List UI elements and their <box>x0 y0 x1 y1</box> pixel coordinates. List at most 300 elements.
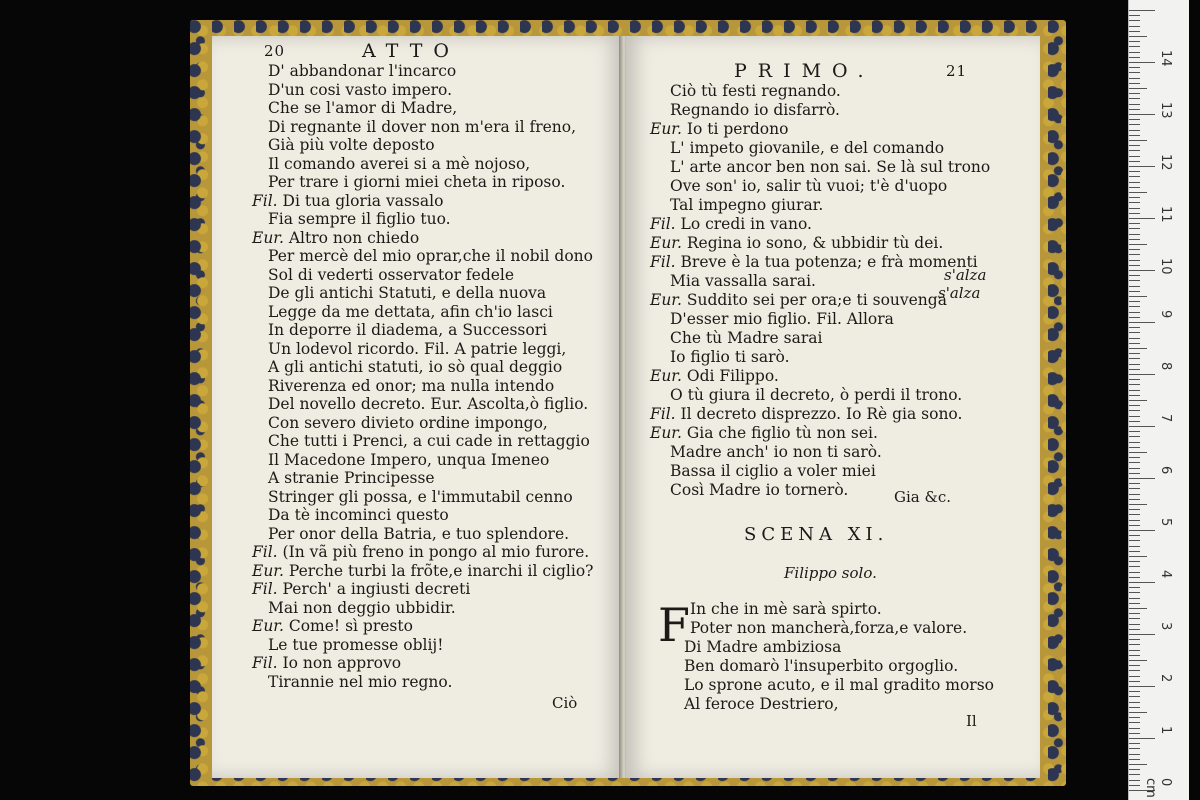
verse-text: Io ti perdono <box>686 120 789 138</box>
ruler-tick <box>1129 660 1147 661</box>
ruler-tick <box>1129 447 1140 448</box>
ruler-tick <box>1129 291 1140 292</box>
ruler-tick <box>1129 20 1140 21</box>
repeat-cue: Gia &c. <box>894 488 952 506</box>
scene-title: SCENA XI. <box>744 524 889 545</box>
ruler-tick <box>1129 748 1140 749</box>
ruler-tick <box>1129 374 1155 375</box>
ruler-tick <box>1129 572 1140 573</box>
text-line <box>268 99 457 117</box>
ruler-tick <box>1129 582 1155 583</box>
text-line <box>268 395 588 413</box>
verse-text: Madre anch' io non ti sarò. <box>670 443 882 461</box>
ruler-tick <box>1129 566 1140 567</box>
ruler-tick <box>1129 728 1140 729</box>
verse-text: Regina io sono, & ubbidir tù dei. <box>686 234 944 252</box>
catchword: Ciò <box>552 694 578 712</box>
ruler-tick <box>1129 473 1140 474</box>
ruler-tick <box>1129 421 1140 422</box>
text-line <box>268 469 435 487</box>
ruler-tick <box>1129 254 1140 255</box>
ruler-tick <box>1129 670 1140 671</box>
verse-text: A gli antichi statuti, io sò qual deggio <box>268 358 563 376</box>
text-line <box>268 636 443 654</box>
speaker-label: Fil. <box>650 253 681 271</box>
ruler-tick <box>1129 483 1140 484</box>
text-line <box>670 443 882 461</box>
verse-text: Ove son' io, salir tù vuoi; t'è d'uopo <box>670 177 948 195</box>
speaker-label: Eur. <box>650 424 687 442</box>
text-line <box>650 291 947 309</box>
ruler-tick <box>1129 239 1140 240</box>
page-number: 20 <box>264 42 286 60</box>
speaker-label: Fil. <box>252 191 283 210</box>
ruler-tick <box>1129 400 1147 401</box>
ruler-tick <box>1129 83 1140 84</box>
verse-text: Di regnante il dover non m'era il freno, <box>268 117 577 136</box>
right-page <box>626 36 1040 778</box>
ruler-tick <box>1129 754 1140 755</box>
ruler-tick <box>1129 759 1140 760</box>
ruler-tick <box>1129 431 1140 432</box>
ruler-tick <box>1129 286 1140 287</box>
verse-text: Mia vassalla sarai. <box>670 272 816 290</box>
verse-text: Per trare i giorni miei cheta in riposo. <box>268 173 566 191</box>
ruler-tick <box>1129 540 1140 541</box>
verse-text: O tù giura il decreto, ò perdi il trono. <box>670 386 963 404</box>
ruler-tick <box>1129 707 1140 708</box>
verse-text: D'un cosi vasto impero. <box>268 80 453 99</box>
verse-text: Le tue promesse oblij! <box>268 635 444 654</box>
ruler-tick <box>1129 10 1155 11</box>
ruler-tick <box>1129 390 1140 391</box>
verse-text: L' impeto giovanile, e del comando <box>670 139 945 157</box>
text-line <box>252 617 413 635</box>
text-line <box>670 481 848 499</box>
ruler-tick <box>1129 348 1147 349</box>
verse-text: Tirannie nel mio regno. <box>268 672 453 691</box>
text-line <box>268 210 451 228</box>
text-line <box>252 192 443 210</box>
monologue-line: Poter non mancherà,forza,e valore. <box>690 619 968 637</box>
ruler-number: 1 <box>1158 726 1173 735</box>
text-line <box>268 155 530 173</box>
ruler-tick <box>1129 187 1140 188</box>
ruler-tick <box>1129 322 1155 323</box>
ruler-tick <box>1129 525 1140 526</box>
ruler-tick <box>1129 436 1140 437</box>
ruler-tick <box>1129 364 1140 365</box>
ruler-tick <box>1129 499 1140 500</box>
ruler-tick <box>1129 166 1155 167</box>
verse-text: Che tutti i Prenci, a cui cade in rettaggio <box>268 432 590 450</box>
ruler-tick <box>1129 93 1140 94</box>
ruler-tick <box>1129 202 1140 203</box>
text-line <box>650 367 779 385</box>
ruler-tick <box>1129 608 1147 609</box>
ruler-number: 7 <box>1158 414 1173 423</box>
text-line <box>252 543 589 561</box>
monologue-line: Al feroce Destriero, <box>684 695 839 713</box>
verse-text: Così Madre io tornerò. <box>670 481 849 499</box>
ruler-tick <box>1129 41 1140 42</box>
ruler-tick <box>1129 72 1140 73</box>
verse-text: Di tua gloria vassalo <box>282 191 444 210</box>
text-line <box>650 234 943 252</box>
ruler-tick <box>1129 613 1140 614</box>
speaker-label: Eur. <box>650 367 687 385</box>
ruler-tick <box>1129 249 1140 250</box>
ruler-tick <box>1129 514 1140 515</box>
text-line <box>268 173 565 191</box>
text-line <box>670 82 841 100</box>
ruler-tick <box>1129 379 1140 380</box>
speaker-label: Fil. <box>252 543 283 561</box>
text-line <box>670 196 823 214</box>
text-line <box>650 405 962 423</box>
ruler-tick <box>1129 556 1147 557</box>
text-line <box>268 377 554 395</box>
ruler-tick <box>1129 618 1140 619</box>
text-line <box>650 120 788 138</box>
text-line <box>268 118 576 136</box>
ruler-tick <box>1129 592 1140 593</box>
verse-text: Stringer gli possa, e l'immutabil cenno <box>268 487 573 506</box>
ruler-tick <box>1129 46 1140 47</box>
text-line <box>268 247 593 265</box>
speaker-label: Fil. <box>252 654 283 672</box>
ruler-tick <box>1129 629 1140 630</box>
ruler-tick <box>1129 598 1140 599</box>
running-header: PRIMO. <box>734 60 875 82</box>
verse-text: Già più volte deposto <box>268 136 435 154</box>
verse-text: Gia che figlio tù non sei. <box>686 424 878 442</box>
verse-text: Tal impegno giurar. <box>670 196 824 214</box>
ruler-tick <box>1129 733 1140 734</box>
ruler-tick <box>1129 353 1140 354</box>
ruler-tick <box>1129 764 1147 765</box>
ruler-tick <box>1129 296 1147 297</box>
verse-text: A stranie Principesse <box>268 469 435 487</box>
ruler-tick <box>1129 535 1140 536</box>
ruler-tick <box>1129 223 1140 224</box>
ruler-tick <box>1129 681 1140 682</box>
ruler-tick <box>1129 218 1155 219</box>
ruler-tick <box>1129 561 1140 562</box>
verse-text: Altro non chiedo <box>288 228 420 247</box>
ruler-tick <box>1129 665 1140 666</box>
stage-direction: s'alza <box>944 266 987 284</box>
text-line <box>650 215 812 233</box>
verse-text: (In vã più freno in pongo al mio furore. <box>282 543 590 561</box>
ruler-tick <box>1129 228 1140 229</box>
ruler-tick <box>1129 530 1155 531</box>
verse-text: Riverenza ed onor; ma nulla intendo <box>268 376 555 395</box>
text-line <box>670 158 990 176</box>
ruler-tick <box>1129 488 1140 489</box>
ruler-tick <box>1129 114 1155 115</box>
verse-text: Mai non deggio ubbidir. <box>268 598 456 617</box>
verse-text: Un lodevol ricordo. Fil. A patrie leggi, <box>268 339 567 358</box>
ruler-tick <box>1129 67 1140 68</box>
verse-text: L' arte ancor ben non sai. Se là sul trono <box>670 158 991 176</box>
monologue-line: In che in mè sarà spirto. <box>690 600 882 618</box>
ruler-number: 4 <box>1158 570 1173 579</box>
running-header: ATTO <box>362 40 460 62</box>
verse-text: Io non approvo <box>282 654 402 672</box>
text-line <box>268 321 547 339</box>
text-line <box>268 673 452 691</box>
text-line <box>670 348 790 366</box>
ruler-tick <box>1129 275 1140 276</box>
text-line <box>670 386 962 404</box>
monologue-line: Lo sprone acuto, e il mal gradito morso <box>684 676 994 694</box>
ruler-number: 14 <box>1158 50 1173 67</box>
ruler-tick <box>1129 717 1140 718</box>
verse-text: Che tù Madre sarai <box>670 329 823 347</box>
text-line <box>268 488 573 506</box>
verse-text: Come! sì presto <box>288 617 413 635</box>
text-line <box>252 229 419 247</box>
ruler-tick <box>1129 36 1147 37</box>
ruler-tick <box>1129 312 1140 313</box>
text-line <box>252 562 594 580</box>
verse-text: Legge da me dettata, afin ch'io lasci <box>268 302 553 321</box>
text-line <box>252 580 470 598</box>
ruler-tick <box>1129 156 1140 157</box>
monologue-line: Di Madre ambiziosa <box>684 638 842 656</box>
ruler-tick <box>1129 88 1147 89</box>
ruler-tick <box>1129 213 1140 214</box>
ruler-tick <box>1129 603 1140 604</box>
text-line <box>268 525 569 543</box>
verse-text: Breve è la tua potenza; e frà momenti <box>680 253 978 271</box>
speaker-label: Fil. <box>650 405 681 423</box>
ruler-tick <box>1129 691 1140 692</box>
ruler-number: 6 <box>1158 466 1173 475</box>
ruler-tick <box>1129 182 1140 183</box>
ruler-number: 13 <box>1158 102 1173 119</box>
text-line <box>670 462 876 480</box>
ruler-tick <box>1129 104 1140 105</box>
ruler-tick <box>1129 369 1140 370</box>
ruler-tick <box>1129 306 1140 307</box>
verse-text: Suddito sei per ora;e ti souvenga <box>686 291 947 309</box>
ruler-number: 8 <box>1158 362 1173 371</box>
ruler-tick <box>1129 130 1140 131</box>
ruler-tick <box>1129 197 1140 198</box>
ruler-tick <box>1129 171 1140 172</box>
ruler-tick <box>1129 639 1140 640</box>
text-line <box>670 101 840 119</box>
verse-text: D'esser mio figlio. Fil. Allora <box>670 310 894 328</box>
speaker-label: Eur. <box>252 228 289 247</box>
ruler-tick <box>1129 135 1140 136</box>
ruler-tick <box>1129 426 1155 427</box>
ruler-number: 9 <box>1158 310 1173 319</box>
verse-text: Lo credi in vano. <box>680 215 812 233</box>
ruler-tick <box>1129 780 1140 781</box>
verse-text: Perch' a ingiusti decreti <box>282 580 471 598</box>
text-line <box>650 424 878 442</box>
ruler-number: 2 <box>1158 674 1173 683</box>
verse-text: Sol di vederti osservator fedele <box>268 265 515 284</box>
ruler-tick <box>1129 722 1140 723</box>
text-line <box>268 340 566 358</box>
ruler-tick <box>1129 150 1140 151</box>
ruler-tick <box>1129 395 1140 396</box>
ruler-tick <box>1129 270 1155 271</box>
ruler-tick <box>1129 260 1140 261</box>
text-line <box>268 599 456 617</box>
measurement-ruler <box>1128 0 1189 800</box>
ruler-tick <box>1129 332 1140 333</box>
left-page <box>212 36 622 778</box>
ruler-tick <box>1129 696 1140 697</box>
text-line <box>268 451 549 469</box>
ruler-tick <box>1129 358 1140 359</box>
ruler-tick <box>1129 743 1140 744</box>
ruler-tick <box>1129 234 1140 235</box>
catchword: Il <box>966 712 977 730</box>
ruler-tick <box>1129 712 1147 713</box>
monologue-line: Ben domarò l'insuperbito orgoglio. <box>684 657 959 675</box>
verse-text: Da tè incominci questo <box>268 506 449 524</box>
verse-text: Fia sempre il figlio tuo. <box>268 210 451 228</box>
ruler-tick <box>1129 644 1140 645</box>
ruler-tick <box>1129 494 1140 495</box>
ruler-tick <box>1129 119 1140 120</box>
ruler-tick <box>1129 650 1140 651</box>
stage-direction: s'alza <box>938 284 981 302</box>
ruler-tick <box>1129 587 1140 588</box>
ruler-tick <box>1129 686 1155 687</box>
ruler-tick <box>1129 208 1140 209</box>
ruler-tick <box>1129 577 1140 578</box>
text-line <box>268 81 452 99</box>
ruler-tick <box>1129 410 1140 411</box>
ruler-tick <box>1129 124 1140 125</box>
text-line <box>670 272 816 290</box>
text-line <box>670 310 894 328</box>
ruler-tick <box>1129 546 1140 547</box>
ruler-tick <box>1129 769 1140 770</box>
verse-text: Regnando io disfarrò. <box>670 101 840 119</box>
ruler-number: 11 <box>1158 206 1173 223</box>
scene-character: Filippo solo. <box>784 564 877 582</box>
text-line <box>268 414 548 432</box>
ruler-tick <box>1129 280 1140 281</box>
verse-text: Che se l'amor di Madre, <box>268 99 458 117</box>
speaker-label: Eur. <box>650 291 687 309</box>
page-number: 21 <box>946 62 968 80</box>
ruler-tick <box>1129 161 1140 162</box>
ruler-tick <box>1129 338 1140 339</box>
speaker-label: Eur. <box>650 234 687 252</box>
ruler-number: 12 <box>1158 154 1173 171</box>
text-line <box>268 358 562 376</box>
ruler-number: 0 cm <box>1143 778 1173 798</box>
ruler-tick <box>1129 31 1140 32</box>
ruler-tick <box>1129 442 1140 443</box>
speaker-label: Eur. <box>252 561 289 580</box>
ruler-tick <box>1129 676 1140 677</box>
ruler-tick <box>1129 468 1140 469</box>
ruler-tick <box>1129 192 1147 193</box>
ruler-tick <box>1129 509 1140 510</box>
text-line <box>268 303 553 321</box>
ruler-tick <box>1129 416 1140 417</box>
verse-text: Per mercè del mio oprar,che il nobil dono <box>268 247 593 265</box>
ruler-tick <box>1129 26 1140 27</box>
ruler-tick <box>1129 405 1140 406</box>
text-line <box>650 253 978 271</box>
ruler-tick <box>1129 738 1155 739</box>
ruler-tick <box>1129 265 1140 266</box>
ruler-tick <box>1129 176 1140 177</box>
ruler-tick <box>1129 57 1140 58</box>
ruler-tick <box>1129 655 1140 656</box>
ruler-tick <box>1129 244 1147 245</box>
speaker-label: Eur. <box>252 617 289 635</box>
ruler-tick <box>1129 109 1140 110</box>
ruler-number: 3 <box>1158 622 1173 631</box>
ruler-tick <box>1129 343 1140 344</box>
verse-text: Il comando averei si a mè nojoso, <box>268 154 531 173</box>
ruler-tick <box>1129 462 1140 463</box>
ruler-tick <box>1129 478 1155 479</box>
verse-text: D' abbandonar l'incarco <box>268 62 457 80</box>
ruler-tick <box>1129 520 1140 521</box>
ruler-tick <box>1129 317 1140 318</box>
ruler-tick <box>1129 98 1140 99</box>
text-line <box>268 136 435 154</box>
verse-text: Del novello decreto. Eur. Ascolta,ò figlio. <box>268 395 589 413</box>
ruler-tick <box>1129 384 1140 385</box>
ruler-tick <box>1129 785 1140 786</box>
ruler-tick <box>1129 327 1140 328</box>
ruler-tick <box>1129 634 1155 635</box>
ruler-number: 10 <box>1158 258 1173 275</box>
ruler-tick <box>1129 624 1140 625</box>
text-line <box>268 266 514 284</box>
text-line <box>670 329 822 347</box>
ruler-tick <box>1129 145 1140 146</box>
text-line <box>670 177 947 195</box>
ruler-tick <box>1129 551 1140 552</box>
ruler-tick <box>1129 774 1140 775</box>
verse-text: Bassa il ciglio a voler miei <box>670 462 876 480</box>
speaker-label: Fil. <box>252 580 283 598</box>
text-line <box>268 284 546 302</box>
verse-text: Perche turbi la frõte,e inarchi il ciglio? <box>288 561 594 580</box>
ruler-tick <box>1129 62 1155 63</box>
text-line <box>268 432 590 450</box>
verse-text: Il Macedone Impero, unqua Imeneo <box>268 450 550 469</box>
ruler-tick <box>1129 140 1147 141</box>
speaker-label: Eur. <box>650 120 687 138</box>
ruler-tick <box>1129 452 1147 453</box>
ruler-tick <box>1129 78 1140 79</box>
ruler-tick <box>1129 52 1140 53</box>
verse-text: Per onor della Batria, e tuo splendore. <box>268 524 570 543</box>
ruler-tick <box>1129 504 1147 505</box>
verse-text: In deporre il diadema, a Successori <box>268 321 548 339</box>
text-line <box>268 62 456 80</box>
verse-text: De gli antichi Statuti, e della nuova <box>268 284 547 302</box>
text-line <box>268 506 449 524</box>
drop-cap: F <box>658 598 690 652</box>
